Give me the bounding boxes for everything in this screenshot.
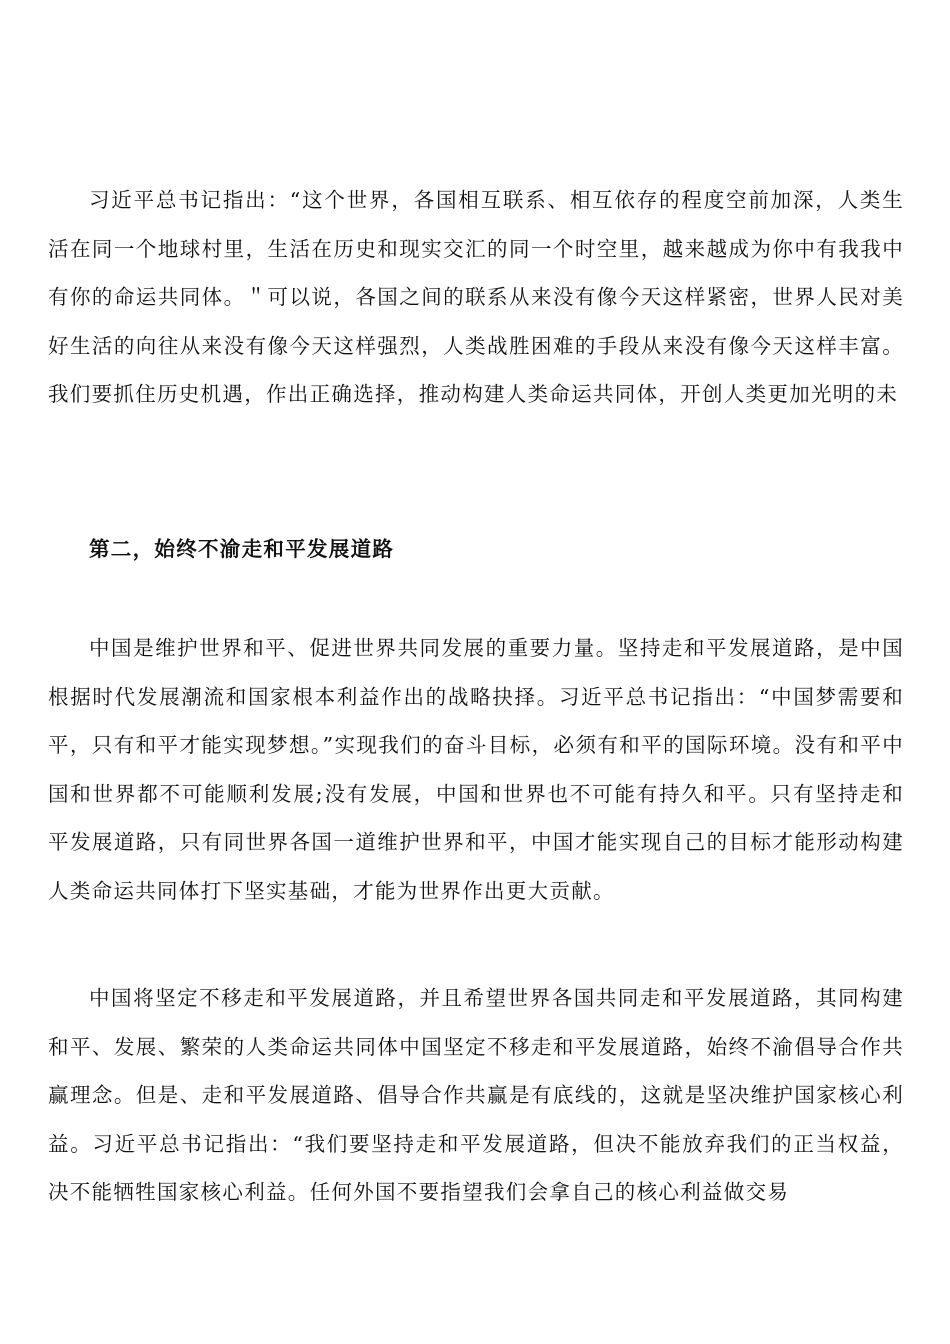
section-heading: 第二，始终不渝走和平发展道路 [89,537,395,561]
paragraph-peace-role: 中国是维护世界和平、促进世界共同发展的重要力量。坚持走和平发展道路，是中国根据时代发展潮流和国家根本利益作出的战略抉择。习近平总书记指出：“中国梦需要和平，只有和平才能实现梦想。”实现我们的奋斗目标，必须有和平的国际环境。没有和平中国和世界都不可能顺利发展;没有发展，中国和世界也不可能有持久和平。只有坚持走和平发展道路，只有同世界各国一道维护世界和平，中国才能实现自己的目标才能形动构建人类命运共同体打下坚实基础，才能为世界作出更大贡献。 [48,636,904,903]
paragraph-intro: 习近平总书记指出：“这个世界，各国相互联系、相互依存的程度空前加深，人类生活在同一个地球村里，生活在历史和现实交汇的同一个时空里，越来越成为你中有我我中有你的命运共同体。＂可以说，各国之间的联系从来没有像今天这样紧密，世界人民对美好生活的向往从来没有像今天这样强烈，人类战胜困难的手段从来没有像今天这样丰富。我们要抓住历史机遇，作出正确选择，推动构建人类命运共同体，开创人类更加光明的未 [48,188,904,407]
paragraph-core-interests: 中国将坚定不移走和平发展道路，并且希望世界各国共同走和平发展道路，其同构建和平、发展、繁荣的人类命运共同体中国坚定不移走和平发展道路，始终不渝倡导合作共赢理念。但是、走和平发展道路、倡导合作共赢是有底线的，这就是坚决维护国家核心利益。习近平总书记指出：“我们要坚持走和平发展道路，但决不能放弃我们的正当权益，决不能牺牲国家核心利益。任何外国不要指望我们会拿自己的核心利益做交易 [48,986,904,1205]
